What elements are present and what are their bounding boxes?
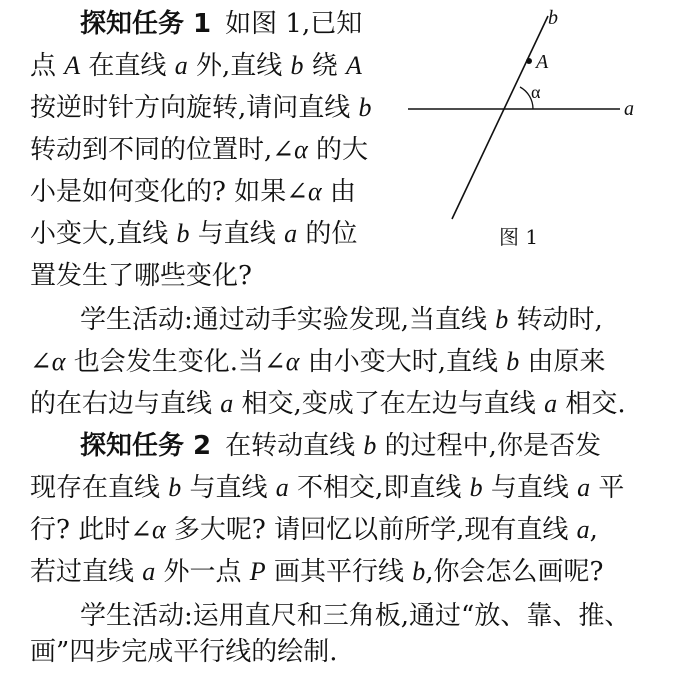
label-b: b — [548, 7, 558, 29]
task1-line-2: 点 A 在直线 a 外,直线 b 绕 A — [30, 51, 362, 81]
task1-line-5: 小是如何变化的? 如果∠α 由 — [30, 177, 356, 207]
task1-line-6: 小变大,直线 b 与直线 a 的位 — [30, 219, 358, 249]
activity1-line-3: 的在右边与直线 a 相交,变成了在左边与直线 a 相交. — [30, 389, 626, 419]
activity1-line-1: 学生活动:通过动手实验发现,当直线 b 转动时, — [80, 305, 603, 335]
task1-line-1 — [80, 4, 362, 44]
task1-line-7: 置发生了哪些变化? — [30, 261, 252, 291]
task1-line-3: 按逆时针方向旋转,请问直线 b — [30, 93, 372, 123]
label-A: A — [536, 51, 549, 73]
task2-line-4: 若过直线 a 外一点 P 画其平行线 b,你会怎么画呢? — [30, 557, 604, 587]
task2-line-1: 探知任务 2 在转动直线 b 的过程中,你是否发 — [80, 431, 601, 461]
line-b — [452, 16, 548, 219]
point-A — [526, 58, 532, 64]
task2-line-3: 行? 此时∠α 多大呢? 请回忆以前所学,现有直线 a, — [30, 515, 598, 545]
label-a: a — [624, 98, 634, 120]
figure-caption: 图 1 — [499, 225, 539, 249]
figure-1-diagram — [400, 0, 660, 250]
task1-line-4: 转动到不同的位置时,∠α 的大 — [30, 135, 368, 165]
task2-heading: 探知任务 2 — [80, 431, 212, 461]
label-alpha: α — [531, 82, 541, 102]
task1-text: 如图 1,已知 — [225, 9, 363, 39]
activity1-line-2: ∠α 也会发生变化.当∠α 由小变大时,直线 b 由原来 — [30, 347, 606, 377]
task1-heading: 探知任务 1 — [80, 9, 212, 39]
activity2-line-2: 画”四步完成平行线的绘制. — [30, 637, 338, 667]
task2-line-2: 现存在直线 b 与直线 a 不相交,即直线 b 与直线 a 平 — [30, 473, 625, 503]
activity2-line-1: 学生活动:运用直尺和三角板,通过“放、靠、推、 — [80, 601, 631, 631]
